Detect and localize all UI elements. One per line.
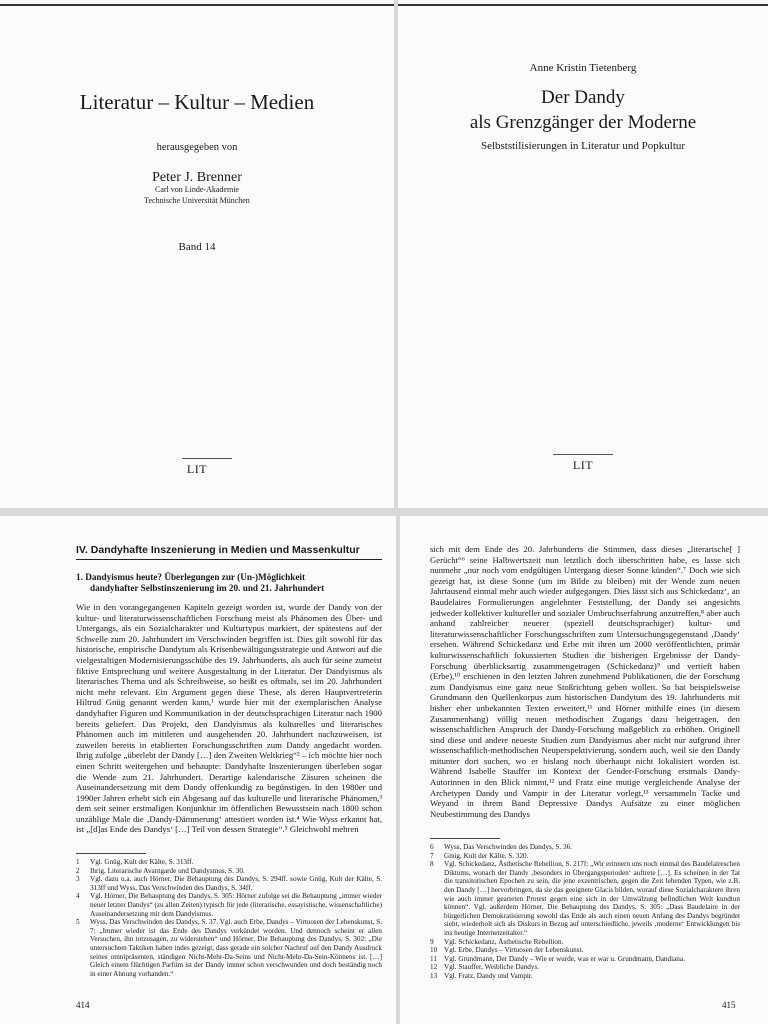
author-name: Anne Kristin Tietenberg <box>529 62 637 74</box>
title-page <box>398 0 768 508</box>
page-414 <box>0 516 396 1024</box>
footnote-number: 5 <box>76 918 80 927</box>
footnote-text: Vgl. Grundmann, Der Dandy – Wie er wurde, was er war u. Grundmann, Dandiana. <box>444 954 685 963</box>
editor-affiliation-2: Technische Universität München <box>144 196 250 205</box>
edited-by-label: herausgegeben von <box>156 142 238 153</box>
top-edge-rule <box>398 4 768 6</box>
footnote-number: 3 <box>76 875 80 884</box>
footnote-rule <box>76 853 146 854</box>
footnote-item <box>430 938 740 947</box>
footnote-item <box>76 918 382 978</box>
footnote-number: 6 <box>430 843 434 851</box>
page-415 <box>400 516 768 1024</box>
footnote-item <box>430 946 740 955</box>
footnote-item <box>430 955 740 964</box>
publisher-rule <box>553 454 613 455</box>
publisher-logo: LIT <box>572 458 594 472</box>
book-subtitle: Selbststilisierungen in Literatur und Popkultur <box>480 140 686 152</box>
page-number: 414 <box>76 1000 90 1010</box>
series-page <box>0 0 394 508</box>
editor-name: Peter J. Brenner <box>152 170 242 185</box>
body-text <box>76 602 382 842</box>
footnote-number: 2 <box>76 866 80 875</box>
footnote-text: Vgl. Schickedanz, Ästhetische Rebellion, S. 217f: „Wir erinnern uns noch einmal des Baudelaireschen Diktums, wonach der Dandy ‚besonders in Übergangsperioden‘ auftrete […]. Es scheinen in der Tat die transitorischen Epochen zu sein, die jene exzentrischen, gegen die Zeit lebenden Typen, wie z.B. den Dandy […] hervorbringen, da sie das geeignete Glacis bilden, worauf diese Sozialcharaktere ihren wie auch immer gearteten Protest gegen eine sich in der Umwälzung befindlichen Welt kundtun können“. Vgl. außerdem Hörner, Die Behauptung des Dandys, S. 305: „Dass Baudelaire in der bürgerlichen Demokratisierung sowohl das Ende als auch einen neuen Anfang des Dandys begründet sieht, wiederholt sich als Diskurs in Bezug auf unterschiedliche, jeweils ‚moderne‘ Entwicklungen bis ins heutige Internetzeitalter.“ <box>444 860 740 937</box>
footnote-item <box>430 852 740 861</box>
footnote-text: Vgl. Erbe, Dandys – Virtuosen der Lebenskunst. <box>444 946 584 955</box>
footnote-text: Ihrig, Literarische Avantgarde und Dandysmus, S. 30. <box>90 866 245 875</box>
body-text <box>430 544 740 836</box>
footnote-text: Gnüg, Kult der Kälte, S. 320. <box>444 851 529 860</box>
section-heading <box>76 572 382 594</box>
footnotes <box>430 843 740 981</box>
footnote-rule <box>430 838 500 839</box>
footnote-item <box>430 963 740 972</box>
footnote-number: 4 <box>76 892 80 901</box>
footnotes <box>76 858 382 978</box>
section-heading-line-2: dandyhafter Selbstinszenierung im 20. und 21. Jahrhundert <box>90 583 325 593</box>
chapter-rule <box>76 559 382 560</box>
footnote-item <box>430 972 740 981</box>
volume-number: Band 14 <box>178 241 216 253</box>
footnote-item <box>76 867 382 876</box>
footnote-item <box>76 875 382 892</box>
series-title: Literatur – Kultur – Medien <box>79 90 315 114</box>
footnote-item <box>76 892 382 918</box>
footnote-text: Wyss, Das Verschwinden des Dandys, S. 36. <box>444 843 572 851</box>
footnote-number: 1 <box>76 858 80 866</box>
publisher-logo: LIT <box>186 462 208 476</box>
footnote-text: Vgl. Hörner, Die Behauptung des Dandys, S. 305: Hörner zufolge sei die Behauptung „immer wieder neuer letzter Dandys“ (zu allen Zeiten) typisch für jede (literarische, essayistische, wissenschaftliche) Auseinandersetzung mit dem Dandyismus. <box>90 892 382 918</box>
editor-affiliation-1: Carl von Linde-Akademie <box>155 185 239 194</box>
footnote-text: Vgl. dazu u.a. auch Hörner, Die Behauptung des Dandys, S. 294ff. sowie Gnüg, Kult der Kälte, S. 313ff und Wyss, Das Verschwinden des Dandys, S. 34ff. <box>90 875 382 892</box>
footnote-number: 8 <box>430 860 434 869</box>
footnote-number: 10 <box>430 946 438 955</box>
footnote-text: Vgl. Schickedanz, Ästhetische Rebellion. <box>444 937 564 946</box>
footnote-number: 7 <box>430 851 434 860</box>
top-edge-rule <box>0 4 394 6</box>
page-number: 415 <box>722 1000 736 1010</box>
footnote-item <box>430 843 740 852</box>
footnote-item <box>430 860 740 937</box>
chapter-heading: IV. Dandyhafte Inszenierung in Medien und Massenkultur <box>76 544 360 556</box>
footnote-text: Wyss, Das Verschwinden des Dandys, S. 37. Vgl. auch Erbe, Dandys – Virtuosen der Lebenskunst, S. 7: „Immer wieder ist das Ende des Dandys verkündet worden. Und dennoch scheint er allen Versuchen, ihn totzusagen, zu widerstehen“ und Hörner, Die Behauptung des Dandys, S. 302: „Die untersuchten Taktiken haben indes gezeigt, dass gerade ein solcher Nachruf auf den Dandy Ausdruck seines omnipräsenten, ständigen Nicht-Mehr-Da-Seins und Nicht-Mehr-Da-Sein-Könnens ist. […] Gleich einem flüchtigen Parfüm ist der Dandy immer schon verschwunden und doch beständig noch in einer Ahnung vorhanden.“ <box>90 918 382 978</box>
body-paragraph: Wie in den vorangegangenen Kapiteln gezeigt worden ist, wurde der Dandy von der kultur- und literaturwissenschaftlichen Forschung meist als Phänomen des Über- und Untergangs, als ein Sozialcharakter und Kulturtypus markiert, der spätestens auf der Schwelle zum 20. Jahrhundert im Verschwinden begriffen ist. Dies gilt sowohl für das historische, empirische Dandytum als Krisenbewältigungsstrategie und Antwort auf die vielgestaltigen Modernisierungsschübe des 19. Jahrhunderts, als auch für seine zumeist fiktive Entsprechung und weitere Ausgestaltung in der Literatur. Der Dandyismus als literarisches Thema und als Schreibweise, so heißt es oftmals, sei im 20. Jahrhundert nicht mehr relevant. Ein Argument gegen diese These, als deren Hauptvertreterin Hiltrud Gnüg genannt werden kann,¹ wurde hier mit der exemplarischen Analyse dandyhafter Figuren und Kommunikation in der deutschsprachigen Literatur nach 1900 bereits geliefert. Das Projekt, den Dandyismus als kulturelles und literarisches Phänomen auch im mittleren und ausgehenden 20. Jahrhundert nachzuweisen, ist zuweilen bereits in etablierten Forschungsschriften zum Dandy angedacht worden. Ihrig zufolge „überlebt der Dandy […] den Zweiten Weltkrieg“² – ich möchte hier noch einen Schritt weitergehen und behaupte: Dandyhafte Inszenierungen überleben sogar die Wende zum 21. Jahrhundert. Derartige kalendarische Zäsuren scheinen die Auseinandersetzung mit dem Dandy offenkundig zu begünstigen. In den 1980er und 1990er Jahren erhebt sich ein Abgesang auf das kulturelle und literarische Phänomen,³ dem seit seiner erstmaligen Konjunktur im öffentlichen Bewusstsein nach 1800 schon unzählige Male die ‚Dandy-Dämmerung‘ attestiert worden ist.⁴ Wie Wyss erkannt hat, ist „[d]as Ende des Dandys‘ […] Teil von dessen Strategie“.⁵ Gleichwohl mehren <box>76 602 382 835</box>
book-title-line-2: als Grenzgänger der Moderne <box>469 112 697 133</box>
publisher-rule <box>182 458 232 459</box>
footnote-text: Vgl. Stauffer, Weibliche Dandys. <box>444 963 540 972</box>
footnote-number: 11 <box>430 954 437 963</box>
section-heading-line-1: 1. Dandyismus heute? Überlegungen zur (Un-)Möglichkeit <box>76 572 306 582</box>
footnote-text: Vgl. Fratz, Dandy und Vampir. <box>444 971 533 980</box>
body-paragraph: sich mit dem Ende des 20. Jahrhunderts die Stimmen, dass dieses „literarische[ ] Gerücht“⁶ seine Halbwertszeit nun letztlich doch überschritten habe, es lasse sich nunmehr „nur noch vom endgültigen Untergang dieser Sonne künden“.⁷ Doch wie sich gezeigt hat, ist diese Sonne (um im Bilde zu bleiben) mit der Wende zum neuen Jahrtausend einmal mehr auch wieder aufgegangen. Dies lässt sich aus Schickedanz‘, an Baudelaires Formulierungen angelehnter Feststellung, der Dandy sei angesichts jedweder kollektiver kultureller und sozialer Umbruchserfahrung anzutreffen,⁸ aber auch anhand zahlreicher neuerer (speziell deutschsprachiger) kultur- und literaturwissenschaftlicher Forschungsschriften zum Untersuchungsgegenstand ‚Dandy‘ ersehen. Während Schickedanz und Erbe mit ihren um 2000 veröffentlichten, primär kulturwissenschaftlich fokussierten Studien die bisherigen Ergebnisse der Dandy-Forschung überblicksartig zusammengetragen (Schickedanz)⁹ und vertieft haben (Erbe),¹⁰ erschienen in den letzten Jahren zunehmend Publikationen, die der Forschung zum Dandyismus eine ganz neue Stoßrichtung geben wollen. So hat beispielsweise Grundmann den Quellenkorpus zum historischen Dandytum des 19. Jahrhunderts mit bisher eher unbekannten Texten erweitert,¹¹ und Hörner mithilfe eines (in diesem Zusammenhang) völlig neuen methodischen Zugangs dazu beigetragen, den wissenschaftlichen Anspruch der Dandy-Forschung maßgeblich zu erhöhen. Originell sind diese und andere neueste Studien zum Dandyismus aber nicht nur aufgrund ihrer wissenschaftlich-methodischen Neuperspektivierung, sondern auch, weil sie den Dandy mitunter dort suchen, wo er bislang noch überhaupt nicht lokalisiert worden ist. Während Isabelle Stauffer im Kontext der Gender-Forschung erstmals Dandy-Autorinnen in den Blick nimmt,¹² und Fratz eine mutige vergleichende Analyse der Archetypen Dandy und Vampir in der Literatur vorlegt,¹³ versammeln Tacke und Weyand in ihrem Band Depressive Dandys Aufsätze zu einer möglichen Neubestimmung des Dandys <box>430 544 740 819</box>
footnote-number: 12 <box>430 963 438 972</box>
book-title-line-1: Der Dandy <box>541 87 625 108</box>
footnote-number: 9 <box>430 937 434 946</box>
footnote-item <box>76 858 382 867</box>
footnote-number: 13 <box>430 971 438 980</box>
footnote-text: Vgl. Gnüg, Kult der Kälte, S. 313ff. <box>90 858 194 866</box>
